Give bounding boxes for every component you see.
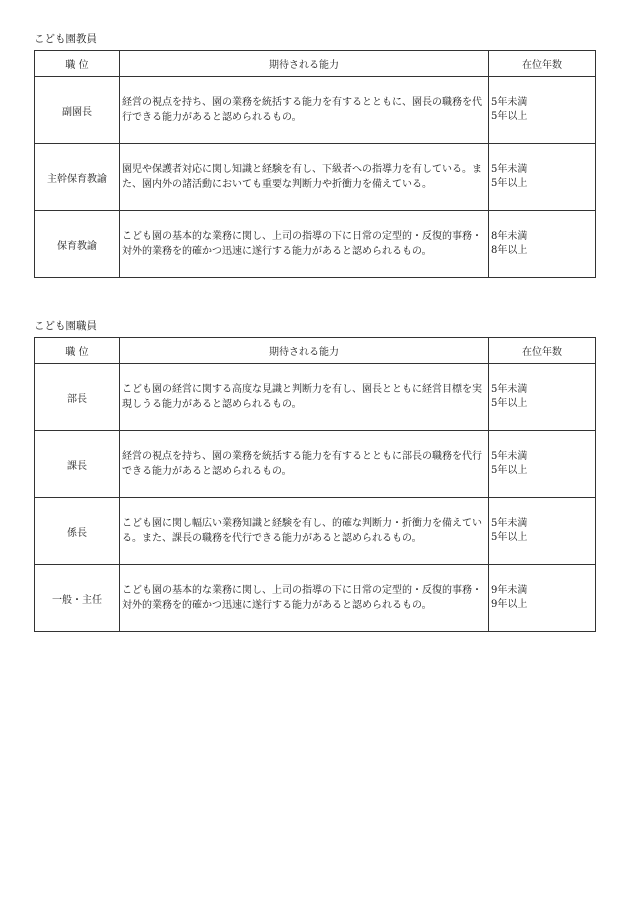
ability-cell: こども園の基本的な業務に関し、上司の指導の下に日常の定型的・反復的事務・対外的業務を的確かつ迅速に遂行する能力があると認められるもの。 bbox=[120, 565, 489, 632]
header-years: 在位年数 bbox=[489, 338, 596, 364]
years-cell bbox=[489, 565, 596, 632]
table-row bbox=[35, 77, 596, 144]
table-row bbox=[35, 498, 596, 565]
section-title-staff: こども園職員 bbox=[34, 320, 97, 332]
table-row bbox=[35, 144, 596, 211]
years-cell bbox=[489, 77, 596, 144]
years-over: 5年以上 bbox=[491, 111, 528, 122]
years-over: 5年以上 bbox=[491, 398, 528, 409]
position-cell: 部長 bbox=[35, 364, 120, 431]
ability-cell: 経営の視点を持ち、園の業務を統括する能力を有するとともに、園長の職務を代行できる能力があると認められるもの。 bbox=[120, 77, 489, 144]
section-title-teachers: こども園教員 bbox=[34, 33, 97, 45]
ability-cell: こども園の基本的な業務に関し、上司の指導の下に日常の定型的・反復的事務・対外的業務を的確かつ迅速に遂行する能力があると認められるもの。 bbox=[120, 211, 489, 278]
years-under: 5年未満 bbox=[491, 384, 528, 395]
years-over: 9年以上 bbox=[491, 599, 528, 610]
header-position: 職 位 bbox=[35, 51, 120, 77]
years-under: 5年未満 bbox=[491, 164, 528, 175]
position-cell: 係長 bbox=[35, 498, 120, 565]
staff-table bbox=[34, 337, 596, 632]
table-row bbox=[35, 431, 596, 498]
years-cell bbox=[489, 498, 596, 565]
years-under: 8年未満 bbox=[491, 231, 528, 242]
table-header-row bbox=[35, 338, 596, 364]
table-row bbox=[35, 211, 596, 278]
years-over: 5年以上 bbox=[491, 465, 528, 476]
header-ability: 期待される能力 bbox=[120, 338, 489, 364]
ability-cell: 経営の視点を持ち、園の業務を統括する能力を有するとともに部長の職務を代行できる能力があると認められるもの。 bbox=[120, 431, 489, 498]
years-cell bbox=[489, 144, 596, 211]
header-years: 在位年数 bbox=[489, 51, 596, 77]
header-position: 職 位 bbox=[35, 338, 120, 364]
ability-cell: こども園の経営に関する高度な見識と判断力を有し、園長とともに経営目標を実現しうる能力があると認められるもの。 bbox=[120, 364, 489, 431]
teachers-table bbox=[34, 50, 596, 278]
table-row bbox=[35, 565, 596, 632]
years-over: 5年以上 bbox=[491, 178, 528, 189]
table-header-row bbox=[35, 51, 596, 77]
years-over: 8年以上 bbox=[491, 245, 528, 256]
years-cell bbox=[489, 431, 596, 498]
ability-cell: こども園に関し幅広い業務知識と経験を有し、的確な判断力・折衝力を備えている。また、課長の職務を代行できる能力があると認められるもの。 bbox=[120, 498, 489, 565]
years-cell bbox=[489, 364, 596, 431]
position-cell: 主幹保育教諭 bbox=[35, 144, 120, 211]
years-under: 5年未満 bbox=[491, 518, 528, 529]
years-under: 9年未満 bbox=[491, 585, 528, 596]
position-cell: 一般・主任 bbox=[35, 565, 120, 632]
years-over: 5年以上 bbox=[491, 532, 528, 543]
position-cell: 課長 bbox=[35, 431, 120, 498]
years-under: 5年未満 bbox=[491, 451, 528, 462]
position-cell: 副園長 bbox=[35, 77, 120, 144]
years-cell bbox=[489, 211, 596, 278]
position-cell: 保育教諭 bbox=[35, 211, 120, 278]
table-row bbox=[35, 364, 596, 431]
ability-cell: 園児や保護者対応に関し知識と経験を有し、下級者への指導力を有している。また、園内外の諸活動においても重要な判断力や折衝力を備えている。 bbox=[120, 144, 489, 211]
header-ability: 期待される能力 bbox=[120, 51, 489, 77]
years-under: 5年未満 bbox=[491, 97, 528, 108]
